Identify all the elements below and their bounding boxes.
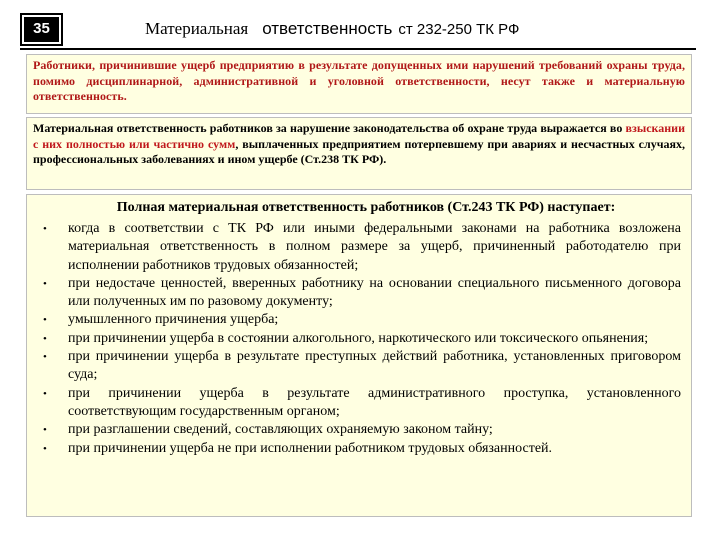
list-item xyxy=(37,348,681,385)
intro-text: Работники, причинившие ущерб предприятию в результате допущенных ими нарушений требований охраны труда, помимо дисциплинарной, административной и уголовной ответственности, несут также и материальную ответственность. xyxy=(33,58,685,103)
bullet-icon: • xyxy=(43,351,47,364)
list-item xyxy=(37,275,681,312)
liability-box xyxy=(26,117,692,190)
list-item-text: при причинении ущерба в состоянии алкогольного, наркотического или токсического опьянения; xyxy=(68,330,649,346)
list-item xyxy=(37,220,681,275)
slide-number: 35 xyxy=(33,20,50,37)
bullet-icon: • xyxy=(43,387,47,400)
title-part-3: ст 232-250 ТК РФ xyxy=(398,21,520,38)
list-item xyxy=(37,440,681,458)
list-item xyxy=(37,385,681,422)
full-liability-list xyxy=(37,220,681,458)
list-item-text: при причинении ущерба в результате преступных действий работника, установленных приговором суда; xyxy=(68,349,681,383)
liability-text xyxy=(33,121,685,168)
bullet-icon: • xyxy=(43,314,47,327)
list-item-text: при причинении ущерба в результате административного проступка, установленного соответствующим государственным органом; xyxy=(68,385,681,419)
bullet-icon: • xyxy=(43,277,47,290)
list-item-text: при причинении ущерба не при исполнении работником трудовых обязанностей. xyxy=(68,440,553,456)
list-item-text: когда в соответствии с ТК РФ или иными федеральными законами на работника возложена материальная ответственность в полном размере за ущерб, причиненный работодателю при исполнении работников трудовых обязанностей; xyxy=(68,221,681,273)
list-item-text: умышленного причинения ущерба; xyxy=(68,312,279,328)
title-part-2: ответственность xyxy=(262,19,393,38)
list-item-text: при недостаче ценностей, вверенных работнику на основании специального письменного договора или полученных им по разовому документу; xyxy=(68,275,681,310)
title-part-1: Материальная xyxy=(145,19,249,38)
liability-text-after: , выплаченных предприятием потерпевшему при авариях и несчастных случаях, профессиональных заболеваниях и ином ущербе (Ст.238 ТК РФ). xyxy=(33,136,686,167)
full-liability-box xyxy=(26,194,692,517)
intro-box xyxy=(26,54,692,114)
bullet-icon: • xyxy=(43,223,47,235)
page-title xyxy=(145,19,519,39)
bullet-icon: • xyxy=(43,332,47,345)
bullet-icon: • xyxy=(43,442,47,455)
list-item xyxy=(37,330,681,348)
title-divider xyxy=(20,48,696,50)
liability-text-before: Материальная ответственность работников за нарушение законодательства об охране труда выражается во xyxy=(33,121,626,135)
bullet-icon: • xyxy=(43,424,47,437)
full-liability-heading: Полная материальная ответственность работников (Ст.243 ТК РФ) наступает: xyxy=(116,200,616,215)
list-item xyxy=(37,421,681,439)
liability-text-highlight: взыскании с них полностью или частично сумм xyxy=(33,121,685,151)
list-item-text: при разглашении сведений, составляющих охраняемую законом тайну; xyxy=(68,422,493,438)
list-item xyxy=(37,311,681,329)
slide-number-badge xyxy=(20,13,63,46)
